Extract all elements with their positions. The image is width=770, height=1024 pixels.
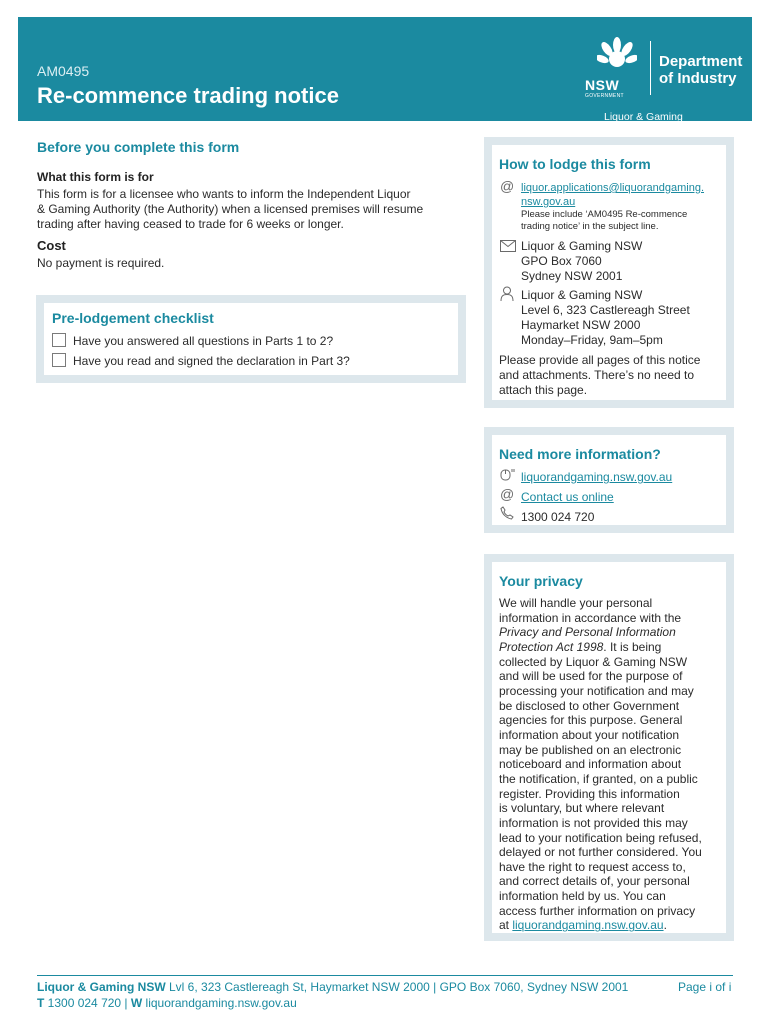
- what-for-text: This form is for a licensee who wants to inform the Independent Liquor & Gaming Authority (the Authority) when a licensed premises will resume trading after having ceased to trade for 6 weeks or longer.: [37, 187, 424, 231]
- lodge-box: [484, 137, 734, 408]
- checklist-item-1: Have you answered all questions in Parts 1 to 2?: [73, 334, 334, 348]
- checklist-heading: Pre-lodgement checklist: [52, 310, 214, 326]
- logo-divider: [650, 41, 651, 95]
- form-code: AM0495: [37, 63, 90, 79]
- lodge-email-link[interactable]: liquor.applications@liquorandgaming. nsw.gov.au: [521, 182, 705, 208]
- at-icon: @: [500, 178, 515, 194]
- privacy-text: We will handle your personal information in accordance with the Privacy and Personal Information Protection Act 1998. It is being collected by Liquor & Gaming NSW and will be used for the purpose of processing your notification and may be disclosed to other Government agencies for this purpose. General information about your notification may be published on an electronic noticeboard and information about the notification, if granted, on a public register. Providing this information is voluntary, but where relevant information is not provided this may lead to your notification being refused, delayed or not further considered. You have the right to request access to, and correct details of, your personal information held by us. You can access further information on privacy at liquorandgaming.nsw.gov.au.: [499, 596, 702, 933]
- dept-line-2: of Industry: [659, 70, 737, 87]
- footer-contact: T 1300 024 720 | W liquorandgaming.nsw.gov.au: [37, 996, 297, 1010]
- info-website-link[interactable]: liquorandgaming.nsw.gov.au: [521, 470, 673, 484]
- checklist-box: [36, 295, 466, 383]
- header-banner: [18, 17, 752, 121]
- dept-line-1: Department: [659, 53, 743, 70]
- nsw-wordmark: NSW: [585, 77, 620, 93]
- info-phone: 1300 024 720: [521, 510, 595, 524]
- cost-label: Cost: [37, 238, 66, 253]
- checklist-checkbox-1[interactable]: [52, 333, 66, 347]
- lodge-email-note: Please include ‘AM0495 Re-commence trading notice’ in the subject line.: [521, 209, 688, 232]
- mouse-icon: [500, 467, 516, 481]
- nsw-government-label: GOVERNMENT: [585, 93, 624, 99]
- footer-rule: [37, 975, 733, 976]
- page-number: Page i of i: [678, 980, 732, 994]
- info-box: [484, 427, 734, 533]
- page-title: Re-commence trading notice: [37, 83, 339, 108]
- division-label: Liquor & Gaming: [604, 111, 683, 123]
- intro-heading: Before you complete this form: [37, 139, 240, 155]
- privacy-link[interactable]: liquorandgaming.nsw.gov.au: [512, 918, 664, 933]
- waratah-icon: [597, 37, 637, 77]
- nsw-logo: [583, 37, 748, 123]
- info-heading: Need more information?: [499, 446, 661, 462]
- lodge-post-address: Liquor & Gaming NSW GPO Box 7060 Sydney NSW 2001: [521, 239, 643, 283]
- checklist-checkbox-2[interactable]: [52, 353, 66, 367]
- checklist-item-2: Have you read and signed the declaration in Part 3?: [73, 354, 350, 368]
- privacy-box: [484, 554, 734, 941]
- phone-icon: [500, 506, 514, 520]
- lodge-heading: How to lodge this form: [499, 156, 651, 172]
- lodge-inperson-address: Liquor & Gaming NSW Level 6, 323 Castlereagh Street Haymarket NSW 2000 Monday–Friday, 9am–5pm: [521, 288, 690, 347]
- footer-address: Liquor & Gaming NSW Lvl 6, 323 Castlereagh St, Haymarket NSW 2000 | GPO Box 7060, Sydney NSW 2001: [37, 980, 629, 994]
- cost-text: No payment is required.: [37, 256, 165, 270]
- what-for-label: What this form is for: [37, 170, 154, 184]
- person-icon: [500, 286, 514, 302]
- envelope-icon: [500, 240, 516, 252]
- contact-online-link[interactable]: Contact us online: [521, 490, 614, 504]
- lodge-note: Please provide all pages of this notice and attachments. There’s no need to attach this page.: [499, 353, 701, 397]
- at-icon: @: [500, 486, 515, 502]
- privacy-heading: Your privacy: [499, 573, 583, 589]
